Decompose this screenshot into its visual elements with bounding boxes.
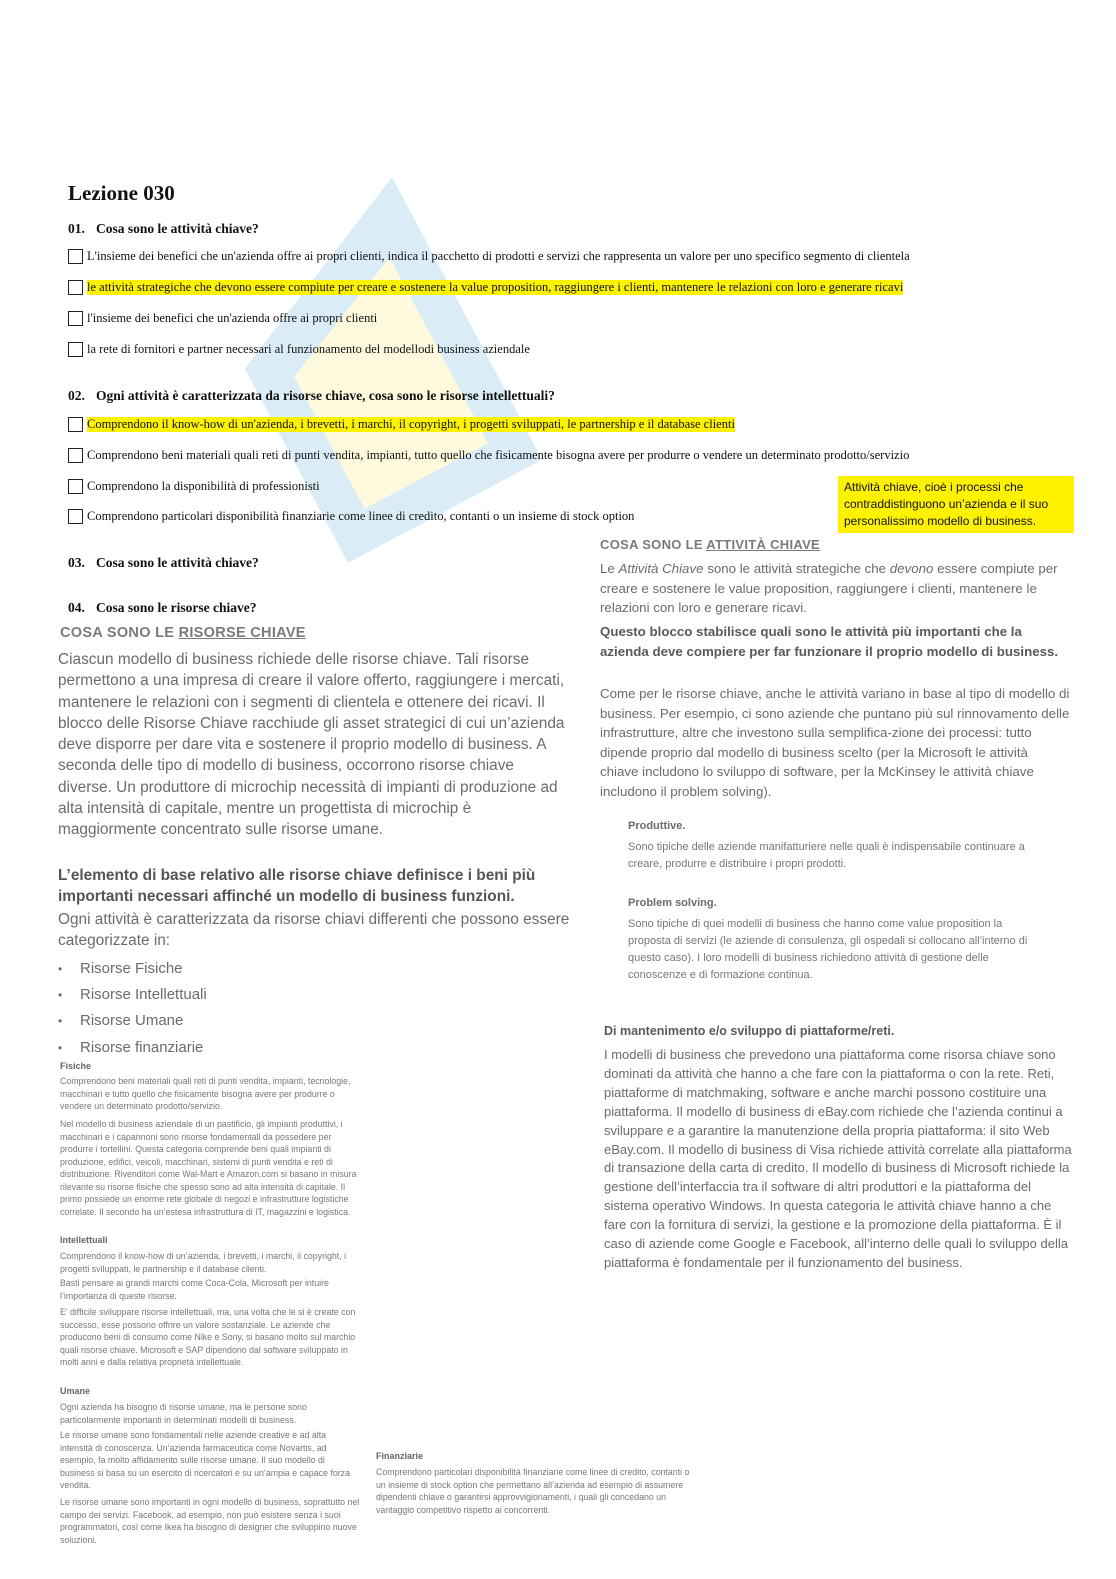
lesson-title: Lezione 030 [68, 181, 175, 205]
umane-text-3: Le risorse umane sono importanti in ogni modello di business, soprattutto nel campo dei servizi. Facebook, ad esempio, non può esistere senza i suoi programmatori, così come Ikea ha bisogno di designer che sviluppino nuove soluzioni. [60, 1497, 360, 1545]
question-3: 03. Cosa sono le attività chiave? [68, 555, 259, 570]
umane-text-2: Le risorse umane sono fondamentali nelle aziende creative e ad alta intensità di conoscenza. Un’azienda farmaceutica come Novartis, ad esempio, fa molto affidamento sulle risorse umane. Il suo modello di business si basa su un esercito di ricercatori e su un’ampia e capace forza vendita. [60, 1430, 350, 1490]
mantenimento-text: I modelli di business che prevedono una piattaforma come risorsa chiave sono dominati da attività che hanno a che fare con la piattaforma o con la rete. Reti, piattaforme di matchmaking, software e anche marchi possono costituire una piattaforma. Il modello di business di eBay.com richiede che l’azienda continui a sviluppare e a garantire la manutenzione della propria piattaforma: il sito Web eBay.com. Il modello di business di Visa richiede attività correlate alla piattaforma di transazione della carta di credito. Il modello di business di Microsoft richiede la gestione dell’interfaccia tra il software di altri produttori e la piattaforma del sistema operativo Windows. In questa categoria le attività chiave hanno a che fare con la fornitura di servizi, la gestione e la promozione della piattaforma. È il caso di aziende come Google e Facebook, all’interno delle quali lo sviluppo della piattaforma è fondamentale per il funzionamento del business. [604, 1047, 1072, 1270]
checkbox[interactable] [68, 342, 83, 357]
fisiche-heading: Fisiche [60, 1061, 92, 1071]
fisiche-text-1: Comprendono beni materiali quali reti di punti vendita, impianti, tecnologie, macchinari e tutto quello che fisicamente bisogna avere per produrre o vendere un determinato prodotto/servizio. [60, 1076, 351, 1111]
intellettuali-text-1: Comprendono il know-how di un’azienda, i brevetti, i marchi, il copyright, i progetti sviluppati, le partnership e il database clienti. [60, 1251, 347, 1274]
risorse-paragraph-2: L’elemento di base relativo alle risorse chiave definisce i beni più importanti necessari affinché un modello di business funzioni. [58, 867, 536, 906]
q2-option-3[interactable]: Comprendono la disponibilità di professionisti [68, 479, 320, 494]
finanziarie-text: Comprendono particolari disponibilità finanziarie come linee di credito, contanti o un insieme di stock option che permettano all’azienda ad esempio di assumere dipendenti chiave o garantirsi approvvigionamenti, i quali gli concedano un vantaggio competitivo rispetto ai concorrenti. [376, 1467, 690, 1515]
checkbox[interactable] [68, 249, 83, 264]
risorse-paragraph-3: Ogni attività è caratterizzata da risorse chiavi differenti che possono essere categorizzate in: [58, 911, 570, 950]
list-item: • Risorse finanziarie [58, 1035, 207, 1061]
attivita-paragraph-2: Questo blocco stabilisce quali sono le attività più importanti che la azienda deve compiere per far funzionare il proprio modello di business. [600, 624, 1059, 659]
risorse-paragraph-1: Ciascun modello di business richiede delle risorse chiave. Tali risorse permettono a una impresa di creare il valore offerto, raggiungere i mercati, mantenere le relazioni con i segmenti di clientela e ottenere dei ricavi. Il blocco delle Risorse Chiave racchiude gli asset strategici di cui un’azienda deve disporre per dare vita e sostenere il proprio modello di business. A seconda delle tipo di modello di business, occorrono risorse chiave diverse. Un produttore di microchip necessità di impianti di produzione ad alta intensità di capitale, mentre un progettista di microchip è maggiormente concentrato sulle risorse umane. [58, 651, 565, 839]
intellettuali-text-3: E’ difficile sviluppare risorse intellettuali, ma, una volta che le si è create con successo, esse possono offrire un valore sostanziale. Le aziende che producono beni di consumo come Nike e Sony, si basano molto sul marchio quali risorse chiave. Microsoft e SAP dipendono dal software sviluppato in molti anni e dalla relativa proprietà intellettuale. [60, 1307, 356, 1367]
checkbox[interactable] [68, 448, 83, 463]
problem-solving-heading: Problem solving. [628, 897, 717, 909]
intellettuali-text-2: Basti pensare ai grandi marchi come Coca-Cola, Microsoft per intuire l’importanza di queste risorse. [60, 1278, 329, 1301]
checkbox[interactable] [68, 311, 83, 326]
risorse-list [58, 956, 207, 1061]
question-2: 02. Ogni attività è caratterizzata da risorse chiave, cosa sono le risorse intellettuali? [68, 388, 555, 403]
question-4: 04. Cosa sono le risorse chiave? [68, 600, 257, 615]
checkbox[interactable] [68, 479, 83, 494]
q2-option-1[interactable]: Comprendono il know-how di un'azienda, i brevetti, i marchi, il copyright, i progetti sviluppati, le partnership e il database clienti [68, 417, 735, 432]
question-1: 01. Cosa sono le attività chiave? [68, 221, 259, 236]
checkbox[interactable] [68, 417, 83, 432]
attivita-paragraph-1: Le Attività Chiave sono le attività strategiche che devono essere compiute per creare e sostenere le value proposition, raggiungere i clienti, mantenere le relazioni con loro e generare ricavi. [600, 561, 1058, 615]
q1-option-2[interactable]: le attività strategiche che devono essere compiute per creare e sostenere la value proposition, raggiungere i clienti, mantenere le relazioni con loro e generare ricavi [68, 280, 903, 295]
list-item: • Risorse Intellettuali [58, 982, 207, 1008]
q2-option-4[interactable]: Comprendono particolari disponibilità finanziarie come linee di credito, contanti o un insieme di stock option [68, 509, 634, 524]
attivita-heading: COSA SONO LE ATTIVITÀ CHIAVE [600, 537, 821, 552]
q1-option-4[interactable]: la rete di fornitori e partner necessari al funzionamento del modellodi business aziendale [68, 342, 530, 357]
umane-heading: Umane [60, 1386, 91, 1396]
fisiche-text-2: Nel modello di business aziendale di un pastificio, gli impianti produttivi, i macchinari e i capannoni sono risorse fondamentali da possedere per produrre i tortellini. Questa categoria comprende beni quali impianti di produzione, edifici, veicoli, macchinari, sistemi di punti vendita e reti di distribuzione. Rivenditori come Wal-Mart e Amazon.com si basano in misura rilevante su risorse fisiche che spesso sono ad alta intensità di capitale. Il primo possiede un enorme rete globale di negozi e infrastrutture logistiche correlate. Il secondo ha un’estesa infrastruttura di IT, magazzini e logistica. [60, 1119, 357, 1217]
checkbox[interactable] [68, 280, 83, 295]
risorse-heading: COSA SONO LE RISORSE CHIAVE [60, 625, 306, 641]
checkbox[interactable] [68, 509, 83, 524]
umane-text-1: Ogni azienda ha bisogno di risorse umane, ma le persone sono particolarmente importanti in determinati modelli di business. [60, 1402, 307, 1425]
q1-option-3[interactable]: l'insieme dei benefici che un'azienda offre ai propri clienti [68, 311, 377, 326]
list-item: • Risorse Fisiche [58, 956, 207, 982]
finanziarie-heading: Finanziarie [376, 1451, 424, 1461]
mantenimento-heading: Di mantenimento e/o sviluppo di piattaforme/reti. [604, 1024, 895, 1038]
problem-solving-text: Sono tipiche di quei modelli di business che hanno come value proposition la proposta di servizi (le aziende di consulenza, gli ospedali si collocano all’interno di questo caso). I loro modelli di business richiedono attività di gestione delle conoscenze e di formazione continua. [628, 918, 1028, 981]
q1-option-1[interactable]: L'insieme dei benefici che un'azienda offre ai propri clienti, indica il pacchetto di prodotti e servizi che rappresenta un valore per uno specifico segmento di clientela [68, 249, 910, 264]
q2-option-2[interactable]: Comprendono beni materiali quali reti di punti vendita, impianti, tutto quello che fisicamente bisogna avere per produrre o vendere un determinato prodotto/servizio [68, 448, 909, 463]
produttive-heading: Produttive. [628, 820, 686, 832]
intellettuali-heading: Intellettuali [60, 1235, 108, 1245]
highlight-note: Attività chiave, cioè i processi che contraddistinguono un’azienda e il suo personalissimo modello di business. [838, 476, 1074, 533]
produttive-text: Sono tipiche delle aziende manifatturiere nelle quali è indispensabile continuare a creare, produrre e distribuire i propri prodotti. [628, 841, 1025, 870]
list-item: • Risorse Umane [58, 1008, 207, 1034]
attivita-paragraph-3: Come per le risorse chiave, anche le attività variano in base al tipo di modello di business. Per esempio, ci sono aziende che puntano più sul rinnovamento delle infrastrutture, altre che investono sulla semplifica-zione dei processi: tutto dipende proprio dal modello di business scelto (per la Microsoft le attività chiave includono lo sviluppo di software, per la McKinsey le attività chiave includono il problem solving). [600, 686, 1070, 799]
